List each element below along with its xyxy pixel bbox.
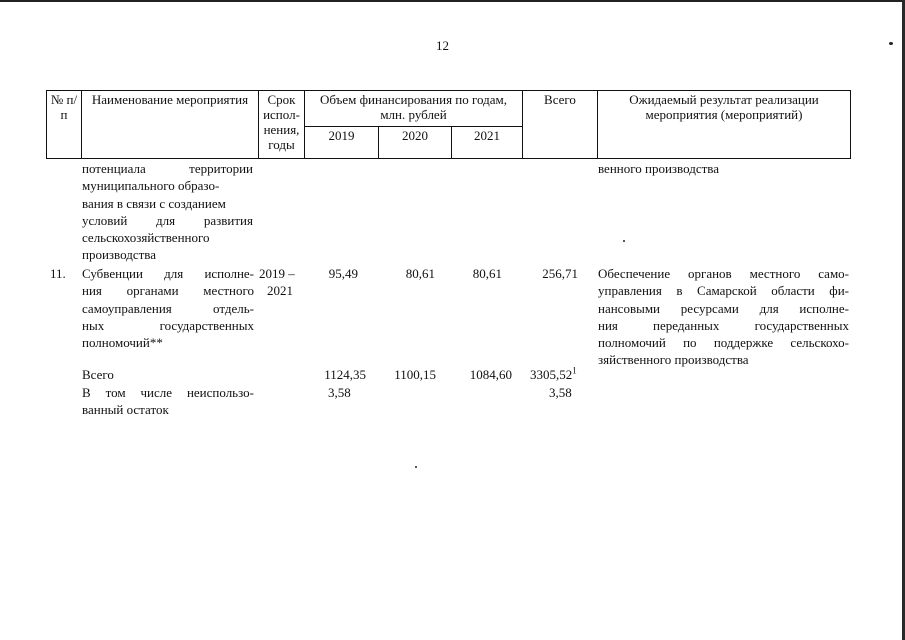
cont-name-line: муниципального образо- xyxy=(82,178,220,194)
cont-name-line: вания в связи с созданием xyxy=(82,195,226,211)
table-header xyxy=(46,90,851,159)
totals-value-2019: 1124,35 xyxy=(324,367,366,382)
row11-name-line: Субвенции для исполне- xyxy=(82,266,254,281)
header-name: Наименование мероприятия xyxy=(82,91,259,159)
cont-name-line: условий для развития xyxy=(82,212,253,228)
row11-value-total: 256,71 xyxy=(542,266,578,281)
page-number: 12 xyxy=(436,38,449,53)
row11-name-cell xyxy=(82,265,254,351)
unused-label-line: ванный остаток xyxy=(82,402,169,418)
header-result: Ожидаемый результат реализации мероприятия (мероприятий) xyxy=(598,91,851,159)
cont-name-line: производства xyxy=(82,247,157,263)
totals-label: Всего xyxy=(82,367,114,382)
totals-footnote-mark: 1 xyxy=(572,365,577,376)
header-term: Срок испол-нения, годы xyxy=(259,91,305,159)
cont-name-line: потенциала территории xyxy=(82,161,253,176)
top-edge-rule xyxy=(0,0,905,2)
header-total: Всего xyxy=(523,91,598,159)
totals-total-number: 3305,52 xyxy=(530,367,573,382)
row11-name-line: самоуправления отдель- xyxy=(82,300,254,316)
row11-name-line: ния органами местного xyxy=(82,283,254,299)
row11-term-cell xyxy=(259,265,303,300)
row11-value-2021: 80,61 xyxy=(472,266,502,281)
header-volume: Объем финансирования по годам, млн. рублей xyxy=(305,91,523,127)
row11-value-2019: 95,49 xyxy=(328,266,358,281)
row11-result-line: ния переданных государственных xyxy=(598,317,849,333)
totals-value-2021: 1084,60 xyxy=(469,367,512,382)
scan-speck xyxy=(889,42,893,45)
header-num: № п/п xyxy=(47,91,82,159)
header-year-2019: 2019 xyxy=(305,127,379,159)
totals-value-total xyxy=(530,366,600,383)
row11-num: 11. xyxy=(50,266,66,281)
unused-value-total: 3,58 xyxy=(549,385,572,400)
row11-term-line: 2019 – xyxy=(259,266,295,281)
unused-label-cell xyxy=(82,384,254,419)
unused-value-2019: 3,58 xyxy=(328,385,351,400)
row11-term-line: 2021 xyxy=(267,283,293,299)
row11-result-line: Обеспечение органов местного само- xyxy=(598,266,849,281)
header-year-2021: 2021 xyxy=(452,127,523,159)
row11-result-cell xyxy=(598,265,849,369)
row11-name-line: полномочий** xyxy=(82,335,163,351)
row11-result-line: управления в Самарской области фи- xyxy=(598,283,849,299)
cont-result-cell: венного производства xyxy=(598,161,720,176)
row11-name-line: ных государственных xyxy=(82,317,254,333)
row11-value-2020: 80,61 xyxy=(405,266,435,281)
cont-name-line: сельскохозяйственного xyxy=(82,230,210,246)
row11-result-line: зяйственного производства xyxy=(598,352,749,368)
scan-speck xyxy=(623,240,625,242)
row11-result-line: полномочий по поддержке сельскохо- xyxy=(598,335,849,351)
row11-result-line: нансовыми ресурсами для исполне- xyxy=(598,300,849,316)
unused-label-line: В том числе неиспользо- xyxy=(82,385,254,400)
totals-value-2020: 1100,15 xyxy=(394,367,436,382)
header-year-2020: 2020 xyxy=(379,127,452,159)
cont-name-cell xyxy=(82,160,253,264)
scan-speck xyxy=(415,466,417,468)
